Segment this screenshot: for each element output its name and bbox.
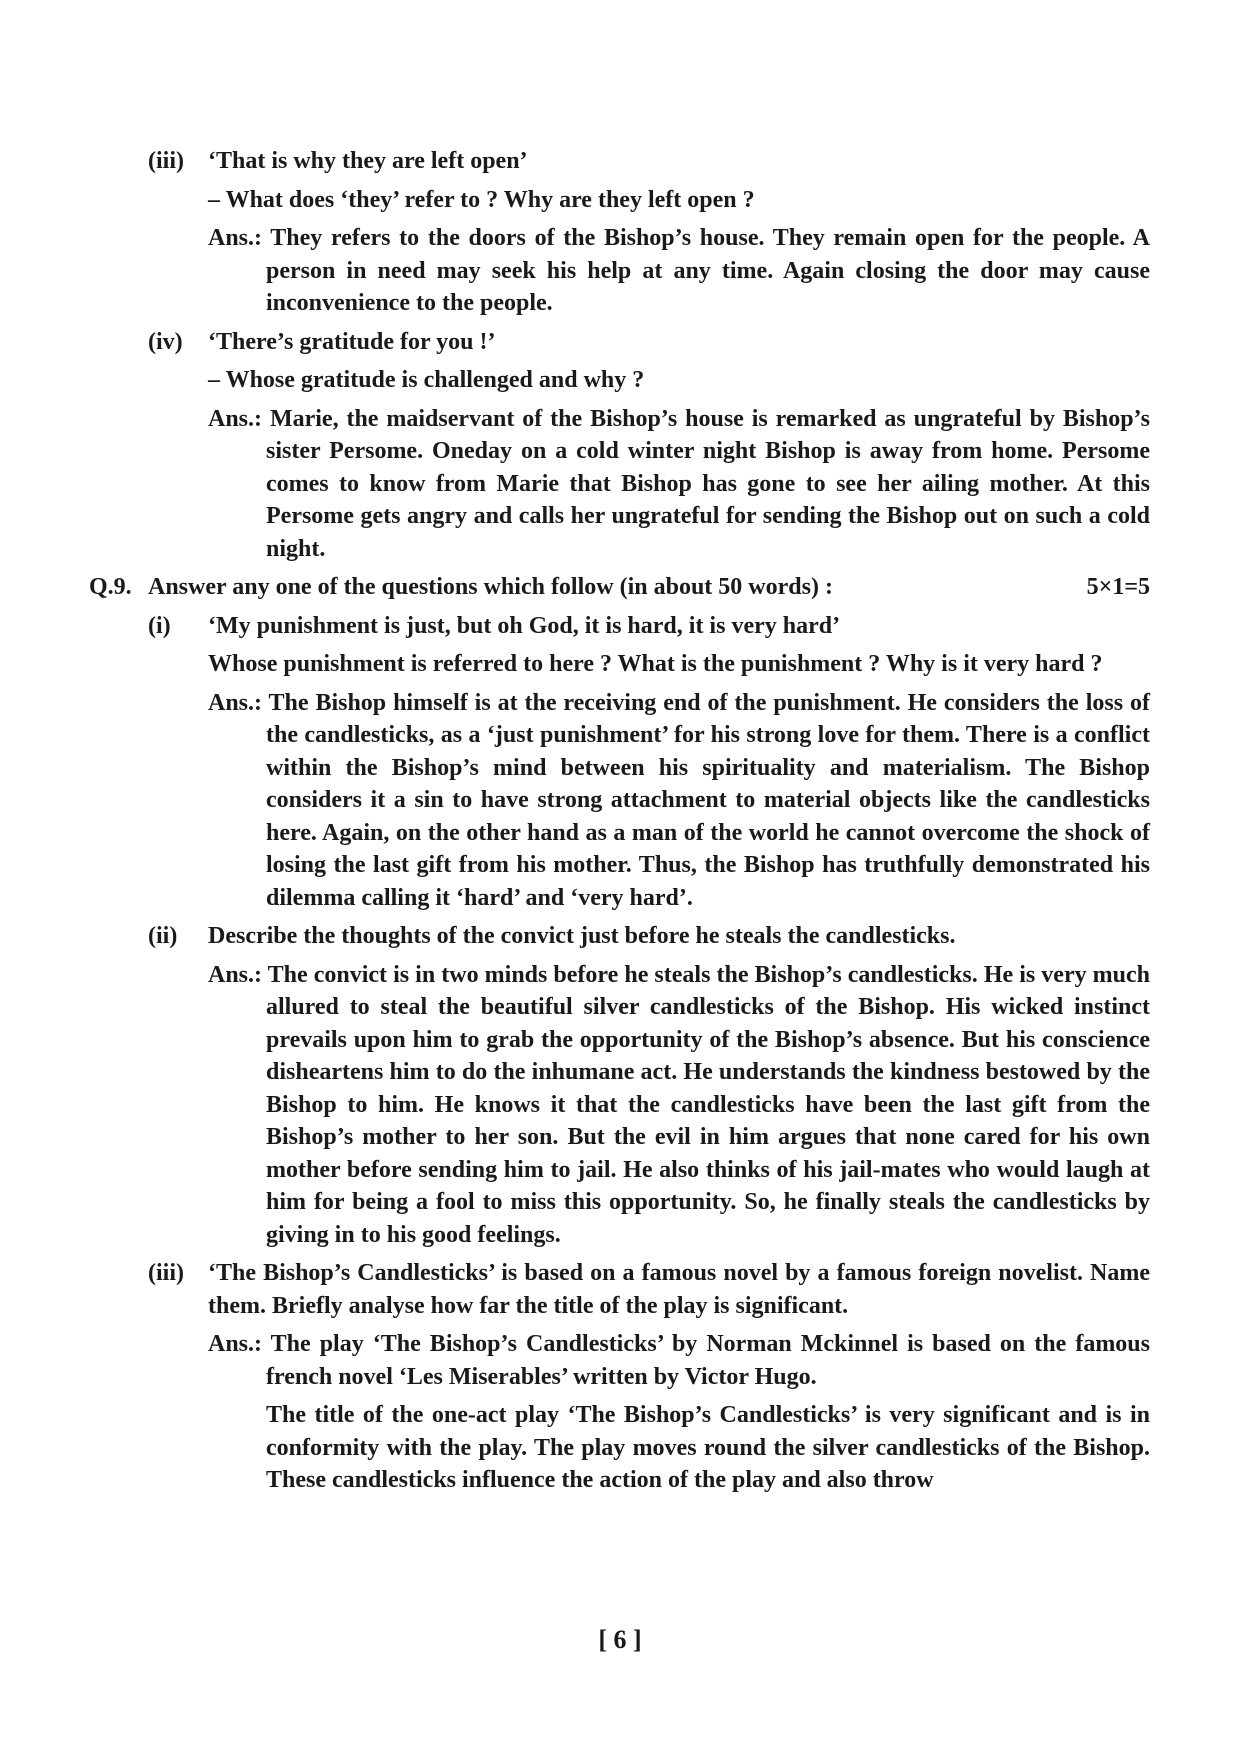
item-number: (iv) (148, 328, 183, 355)
ans-label: Ans.: (208, 1331, 263, 1357)
ans-label: Ans.: (208, 225, 263, 251)
item-question: – What does ‘they’ refer to ? Why are they left open ? (208, 186, 755, 213)
item-answer (208, 403, 1150, 566)
ans-label: Ans.: (208, 689, 263, 716)
item-iv (0, 326, 1240, 359)
q9-part-iii (0, 1257, 1240, 1322)
answer-text: The Bishop himself is at the receiving end of the punishment. He considers the loss of the candlesticks, as a ‘just punishment’ for his strong love for them. There is a conflict within the Bishop’s mind between his spirituality and materialism. The Bishop considers it a sin to have strong attachment to material objects like the candlesticks here. Again, on the other hand as a man of the world he cannot overcome the shock of losing the last gift from his mother. Thus, the Bishop has truthfully demonstrated his dilemma calling it ‘hard’ and ‘very hard’. (266, 689, 1150, 911)
ans-label: Ans.: (208, 961, 263, 988)
question-9 (0, 571, 1240, 604)
part-question: ‘The Bishop’s Candlesticks’ is based on a famous novel by a famous foreign novelist. Name them. Briefly analyse how far the title of the play is significant. (208, 1260, 1150, 1319)
marks: 5×1=5 (1086, 574, 1150, 600)
question-number: Q.9. (89, 574, 132, 600)
part-number: (iii) (148, 1260, 184, 1286)
answer-text: Marie, the maidservant of the Bishop’s house is remarked as ungrateful by Bishop’s sister Persome. Oneday on a cold winter night Bishop is away from home. Persome comes to know from Marie that Bishop has gone to see her ailing mother. At this Persome gets angry and calls her ungrateful for sending the Bishop out on such a cold night. (266, 405, 1151, 562)
page-number: [ 6 ] (598, 1625, 642, 1654)
item-quote: ‘That is why they are left open’ (208, 148, 528, 174)
item-answer (208, 222, 1150, 320)
part-number: (ii) (148, 923, 178, 949)
part-answer (208, 1328, 1150, 1393)
item-iii (0, 145, 1240, 178)
answer-text: The play ‘The Bishop’s Candlesticks’ by Norman Mckinnel is based on the famous french novel ‘Les Miserables’ written by Victor Hugo. (266, 1331, 1150, 1390)
part-quote: ‘My punishment is just, but oh God, it is hard, it is very hard’ (208, 612, 841, 639)
part-answer (208, 959, 1150, 1252)
q9-part-i (0, 610, 1240, 643)
part-question: Whose punishment is referred to here ? What is the punishment ? Why is it very hard ? (208, 651, 1103, 677)
ans-label: Ans.: (208, 405, 263, 432)
answer-text: They refers to the doors of the Bishop’s house. They remain open for the people. A person in need may seek his help at any time. Again closing the door may cause inconvenience to the people. (266, 225, 1150, 316)
answer-paragraph-2: The title of the one-act play ‘The Bishop’s Candlesticks’ is very significant and is in conformity with the play. The play moves round the silver candlesticks of the Bishop. These candlesticks influence the action of the play and also throw (266, 1402, 1150, 1493)
part-answer (208, 687, 1150, 915)
item-quote: ‘There’s gratitude for you !’ (208, 328, 496, 355)
item-question: – Whose gratitude is challenged and why ? (208, 367, 645, 393)
question-text: Answer any one of the questions which follow (in about 50 words) : (148, 574, 833, 600)
q9-part-ii (0, 920, 1240, 953)
item-number: (iii) (148, 148, 184, 174)
answer-text: The convict is in two minds before he steals the Bishop’s candlesticks. He is very much allured to steal the beautiful silver candlesticks of the Bishop. His wicked instinct prevails upon him to grab the opportunity of the Bishop’s absence. But his conscience disheartens him to do the inhumane act. He understands the kindness bestowed by the Bishop to him. He knows it that the candlesticks have been the last gift from the Bishop’s mother to her son. But the evil in him argues that none cared for his own mother before sending him to jail. He also thinks of his jail-mates who would laugh at him for being a fool to miss this opportunity. So, he finally steals the candlesticks by giving in to his good feelings. (266, 961, 1150, 1248)
part-question: Describe the thoughts of the convict just before he steals the candlesticks. (208, 923, 956, 949)
part-number: (i) (148, 612, 171, 639)
document-page (0, 145, 1240, 1497)
